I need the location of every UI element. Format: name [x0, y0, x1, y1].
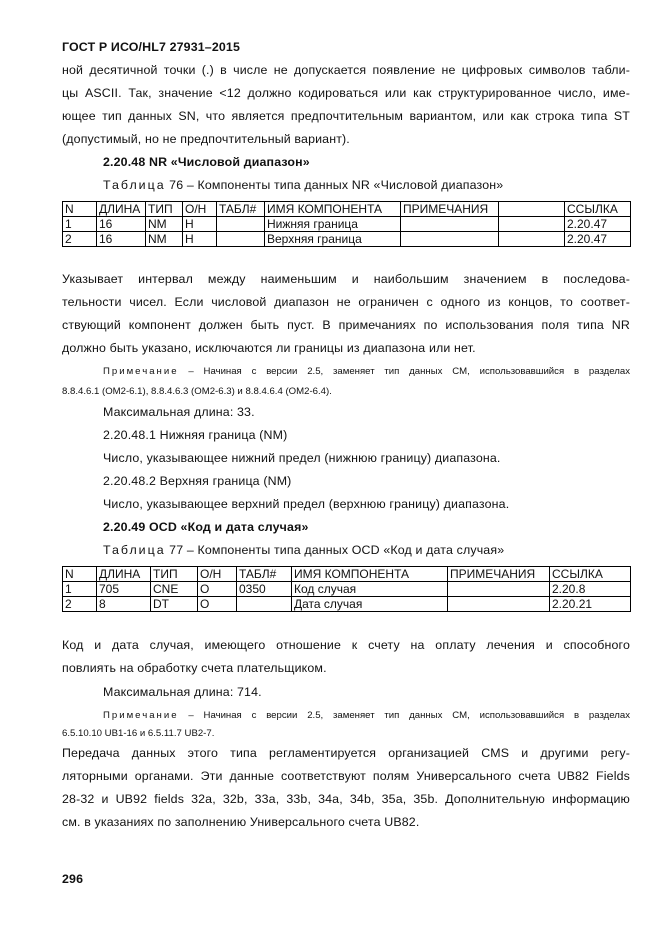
table-cell: [499, 217, 565, 232]
document-header: ГОСТ Р ИСО/HL7 27931–2015: [62, 40, 240, 54]
table-cell: [448, 597, 550, 612]
table-77: [62, 566, 631, 612]
paragraph-line: цы ASCII. Так, значение <12 должно кодироваться или как структурированное число, име-: [62, 86, 630, 100]
page-number: 296: [62, 872, 84, 886]
table-cell: DT: [151, 597, 198, 612]
column-header: ТИП: [151, 567, 198, 582]
paragraph-line: Указывает интервал между наименьшим и наибольшим значением в последова-: [62, 272, 630, 286]
subsection-heading: 2.20.48.1 Нижняя граница (NM): [103, 428, 288, 442]
table-cell: NM: [146, 217, 183, 232]
table-cell: [237, 597, 292, 612]
note-line: 8.8.4.6.1 (ОМ2-6.1), 8.8.4.6.3 (ОМ2-6.3) и 8.8.4.6.4 (ОМ2-6.4).: [62, 386, 332, 397]
table-cell: Нижняя граница: [265, 217, 401, 232]
table-row: [63, 597, 631, 612]
table-cell: 16: [97, 217, 146, 232]
table-caption-76: [103, 178, 503, 192]
column-header: ДЛИНА: [97, 567, 151, 582]
column-header: [499, 202, 565, 217]
note-line: [103, 366, 630, 377]
note-label: Примечание: [103, 710, 179, 721]
table-cell: O: [198, 597, 237, 612]
paragraph-line: Передача данных этого типа регламентируется организацией CMS и другими регу-: [62, 746, 630, 760]
table-caption-77: [103, 543, 504, 557]
column-header: ПРИМЕЧАНИЯ: [401, 202, 499, 217]
table-cell: Дата случая: [292, 597, 448, 612]
column-header: О/Н: [183, 202, 217, 217]
table-cell: Код случая: [292, 582, 448, 597]
table-cell: 2.20.8: [550, 582, 631, 597]
column-header: ССЫЛКА: [565, 202, 631, 217]
column-header: ДЛИНА: [97, 202, 146, 217]
column-header: ТИП: [146, 202, 183, 217]
paragraph-line: ствующий компонент должен быть пуст. В примечаниях по использования поля типа NR: [62, 318, 630, 332]
table-cell: 2: [63, 232, 97, 247]
note-text: – Начиная с версии 2.5, заменяет тип данных CM, использовавшийся в разделах: [178, 366, 630, 377]
table-cell: NM: [146, 232, 183, 247]
column-header: О/Н: [198, 567, 237, 582]
table-header-row: [63, 202, 631, 217]
table-cell: [217, 217, 265, 232]
note-line: [103, 710, 630, 721]
table-cell: 0350: [237, 582, 292, 597]
table-cell: 1: [63, 217, 97, 232]
note-text: – Начиная с версии 2.5, заменяет тип данных CM, использовавшийся в разделах: [178, 710, 630, 721]
paragraph-line: должно быть указано, исключаются ли границы из диапазона или нет.: [62, 341, 476, 355]
table-header-row: [63, 567, 631, 582]
column-header: ССЫЛКА: [550, 567, 631, 582]
column-header: N: [63, 202, 97, 217]
table-cell: O: [198, 582, 237, 597]
section-heading-ocd: 2.20.49 OCD «Код и дата случая»: [103, 520, 309, 534]
table-cell: 705: [97, 582, 151, 597]
table-cell: [401, 232, 499, 247]
table-row: [63, 582, 631, 597]
table-cell: 1: [63, 582, 97, 597]
caption-text: 77 – Компоненты типа данных OCD «Код и дата случая»: [165, 543, 505, 557]
table-cell: 8: [97, 597, 151, 612]
paragraph-line: Код и дата случая, имеющего отношение к счету на оплату лечения и способного: [62, 638, 630, 652]
table-cell: 2.20.47: [565, 232, 631, 247]
column-header: ИМЯ КОМПОНЕНТА: [265, 202, 401, 217]
max-length: Максимальная длина: 33.: [103, 405, 255, 419]
note-label: Примечание: [103, 366, 179, 377]
max-length: Максимальная длина: 714.: [103, 685, 262, 699]
column-header: ТАБЛ#: [217, 202, 265, 217]
subsection-text: Число, указывающее нижний предел (нижнюю границу) диапазона.: [103, 451, 501, 465]
column-header: ИМЯ КОМПОНЕНТА: [292, 567, 448, 582]
paragraph-line: 28-32 и UB92 fields 32a, 32b, 33a, 33b, 34a, 34b, 35a, 35b. Дополнительную информацию: [62, 792, 630, 806]
paragraph-line: (допустимый, но не предпочтительный вариант).: [62, 132, 350, 146]
paragraph-line: ной десятичной точки (.) в числе не допускается появление не цифровых символов табли-: [62, 63, 630, 77]
table-cell: [448, 582, 550, 597]
caption-text: 76 – Компоненты типа данных NR «Числовой диапазон»: [165, 178, 504, 192]
table-cell: Н: [183, 232, 217, 247]
table-cell: Н: [183, 217, 217, 232]
caption-label: Таблица: [103, 543, 166, 557]
column-header: ТАБЛ#: [237, 567, 292, 582]
paragraph-line: тельности чисел. Если числовой диапазон не ограничен с одного из концов, то соответ-: [62, 295, 630, 309]
table-76: [62, 201, 631, 247]
table-row: [63, 232, 631, 247]
paragraph-line: ляторными органами. Эти данные соответствуют полям Универсального счета UB82 Fields: [62, 769, 630, 783]
table-cell: CNE: [151, 582, 198, 597]
paragraph-line: см. в указаниях по заполнению Универсального счета UB82.: [62, 815, 420, 829]
section-heading-nr: 2.20.48 NR «Числовой диапазон»: [103, 155, 310, 169]
table-cell: [401, 217, 499, 232]
table-cell: Верхняя граница: [265, 232, 401, 247]
paragraph-line: повлиять на обработку счета плательщиком.: [62, 661, 327, 675]
table-cell: 2: [63, 597, 97, 612]
table-cell: 2.20.21: [550, 597, 631, 612]
note-line: 6.5.10.10 UB1-16 и 6.5.11.7 UB2-7.: [62, 728, 215, 739]
table-row: [63, 217, 631, 232]
table-cell: [217, 232, 265, 247]
table-cell: [499, 232, 565, 247]
caption-label: Таблица: [103, 178, 166, 192]
table-cell: 2.20.47: [565, 217, 631, 232]
column-header: N: [63, 567, 97, 582]
subsection-text: Число, указывающее верхний предел (верхнюю границу) диапазона.: [103, 497, 510, 511]
column-header: ПРИМЕЧАНИЯ: [448, 567, 550, 582]
paragraph-line: ющее тип данных SN, что является предпочтительным вариантом, или как строка типа ST: [62, 109, 630, 123]
table-cell: 16: [97, 232, 146, 247]
subsection-heading: 2.20.48.2 Верхняя граница (NM): [103, 474, 292, 488]
